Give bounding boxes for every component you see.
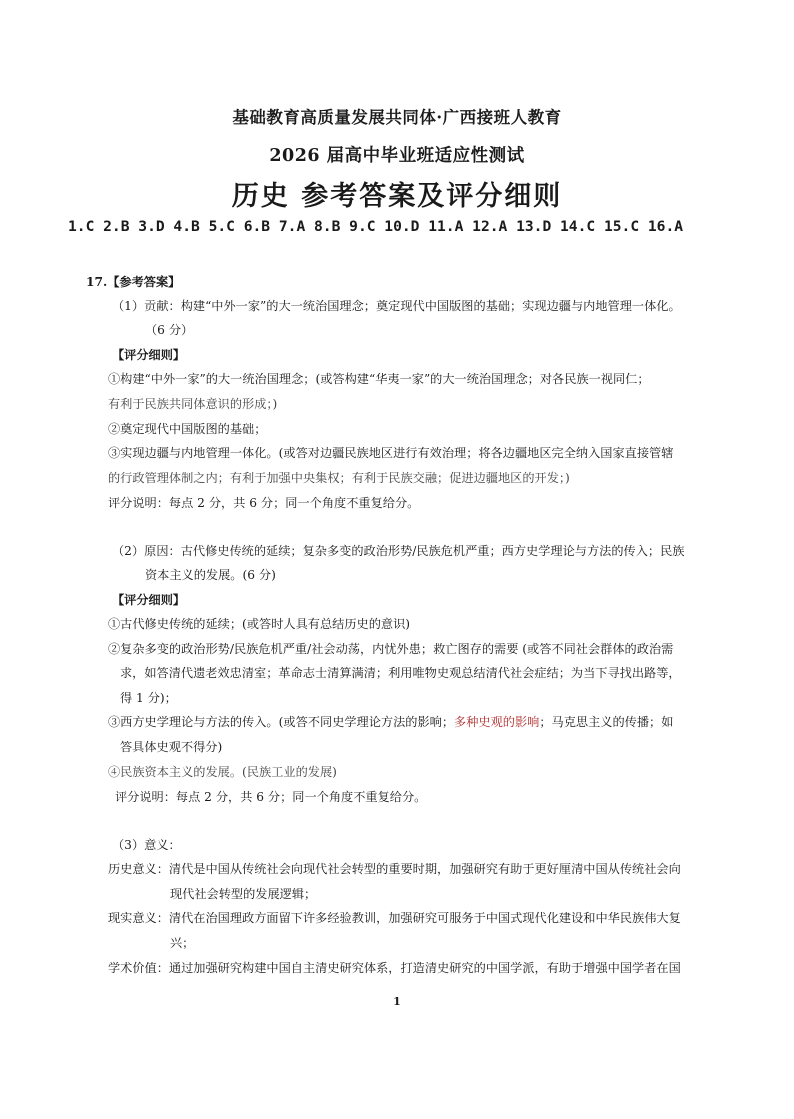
q17-part1-rubric3-line2: 的行政管理体制之内；有利于加强中央集权；有利于民族交融；促进边疆地区的开发；) [108, 471, 570, 485]
page-title: 历史 参考答案及评分细则 [231, 181, 563, 212]
q17-part2-rubric4: ④民族资本主义的发展。(民族工业的发展) [108, 765, 337, 779]
q17-part2-rubric3-highlight: 多种史观的影响 [454, 715, 540, 729]
q17-part2-rubric3-line2: 答具体史观不得分) [120, 740, 223, 754]
q17-part2-rubric2-line3: 得 1 分)； [120, 691, 177, 705]
org-title: 基础教育高质量发展共同体·广西接班人教育 [232, 108, 562, 127]
q17-part2-rubric2-line2: 求，如答清代遗老效忠清室；革命志士清算满清；利用唯物史观总结清代社会症结；为当下寻找出路等， [120, 666, 681, 680]
q17-part1-answer-line2: （6 分） [145, 323, 194, 337]
q17-part1-rubric1-line2: 有利于民族共同体意识的形成；) [108, 397, 278, 411]
q17-label: 17.【参考答案】 [86, 275, 181, 289]
q17-part2-answer-line2: 资本主义的发展。(6 分) [145, 568, 276, 582]
exam-title: 2026 届高中毕业班适应性测试 [269, 146, 525, 166]
q17-part1-scoring-note: 评分说明：每点 2 分，共 6 分；同一个角度不重复给分。 [108, 496, 420, 510]
q17-part3-label: （3）意义： [112, 838, 181, 852]
q17-part1-rubric3-line1: ③实现边疆与内地管理一体化。(或答对边疆民族地区进行有效治理；将各边疆地区完全纳入国家直接管辖 [108, 446, 674, 460]
q17-part3-practical-line1: 现实意义：清代在治国理政方面留下许多经验教训，加强研究可服务于中国式现代化建设和中华民族伟大复 [108, 911, 681, 925]
q17-part2-rubric1: ①古代修史传统的延续；(或答时人具有总结历史的意识) [108, 617, 411, 631]
q17-part3-academic-line1: 学术价值：通过加强研究构建中国自主清史研究体系，打造清史研究的中国学派，有助于增强中国学者在国 [108, 961, 681, 975]
q17-part1-rubric1-line1: ①构建“中外一家”的大一统治国理念；(或答构建“华夷一家”的大一统治国理念；对各民族一视同仁； [108, 372, 650, 386]
q17-part2-answer-line1: （2）原因：古代修史传统的延续；复杂多变的政治形势/民族危机严重；西方史学理论与方法的传入；民族 [112, 544, 685, 558]
q17-part2-scoring-note: 评分说明：每点 2 分，共 6 分；同一个角度不重复给分。 [115, 790, 427, 804]
page-number: 1 [393, 995, 401, 1008]
q17-part2-rubric-title: 【评分细则】 [112, 593, 186, 607]
q17-part2-rubric3-text-a: ③西方史学理论与方法的传入。(或答不同史学理论方法的影响； [108, 715, 455, 729]
q17-part1-rubric2: ②奠定现代中国版图的基础； [108, 422, 267, 436]
q17-part3-historical-line1: 历史意义：清代是中国从传统社会向现代社会转型的重要时期，加强研究有助于更好厘清中国从传统社会向 [108, 862, 681, 876]
q17-part2-rubric3-text-b: ；马克思主义的传播；如 [539, 715, 674, 729]
q17-part1-rubric-title: 【评分细则】 [112, 348, 186, 362]
q17-part2-rubric3-line1 [108, 714, 673, 730]
q17-part3-practical-line2: 兴； [170, 936, 195, 950]
q17-part3-historical-line2: 现代社会转型的发展逻辑； [170, 887, 317, 901]
multiple-choice-answers: 1.C 2.B 3.D 4.B 5.C 6.B 7.A 8.B 9.C 10.D 11.A 12.A 13.D 14.C 15.C 16.A [68, 218, 684, 235]
q17-part1-answer-line1: （1）贡献：构建“中外一家”的大一统治国理念；奠定现代中国版图的基础；实现边疆与内地管理一体化。 [112, 299, 681, 313]
q17-part2-rubric2-line1: ②复杂多变的政治形势/民族危机严重/社会动荡，内忧外患；救亡图存的需要 (或答不同社会群体的政治需 [108, 642, 674, 656]
